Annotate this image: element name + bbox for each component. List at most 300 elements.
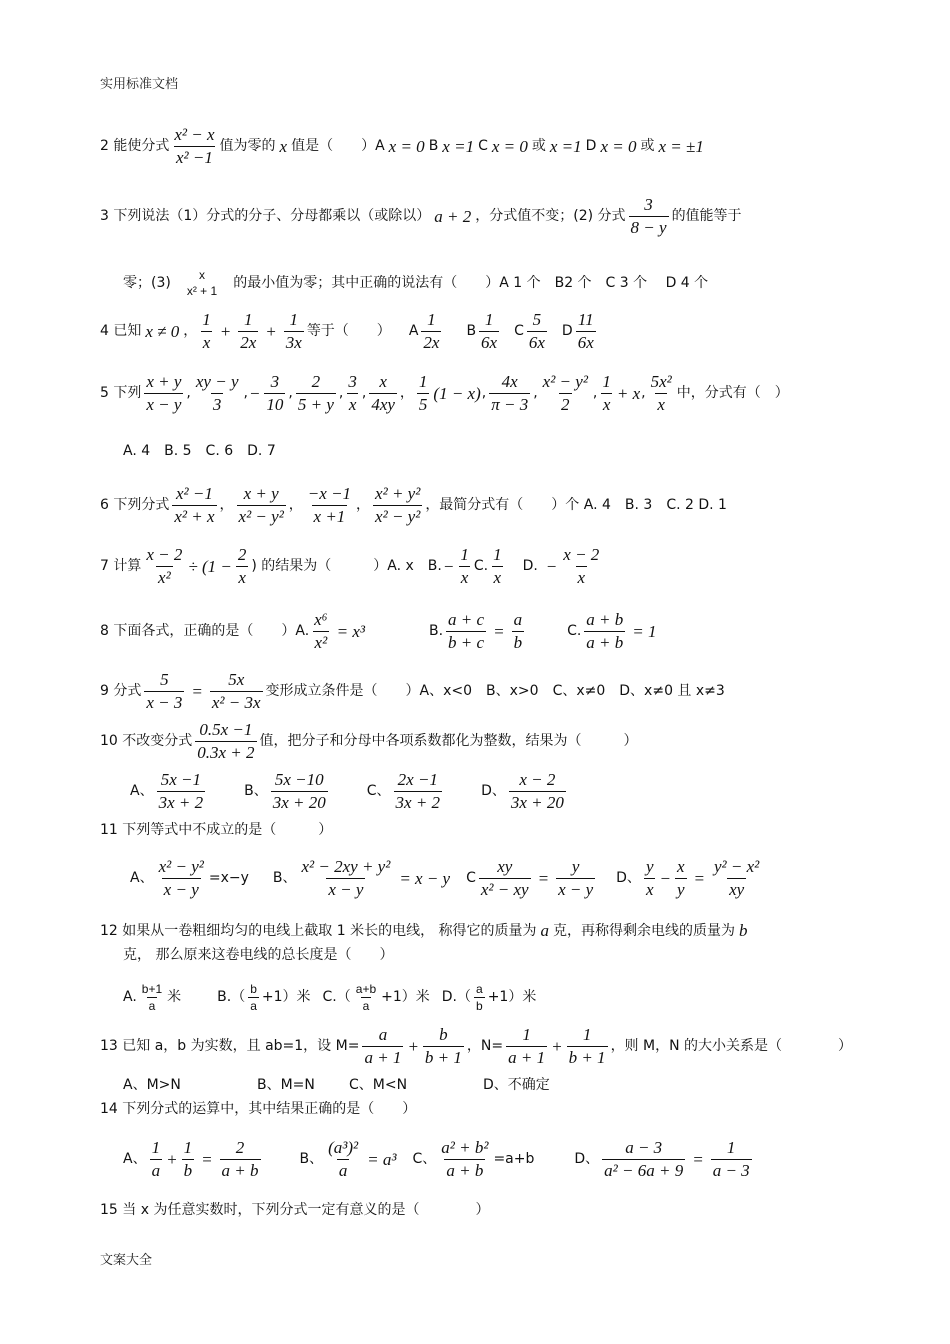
q5-f8-num: 4x: [501, 372, 518, 391]
q4-t3-num: 1: [289, 310, 299, 329]
q15-title: 15 当 x 为任意实数时，下列分式一定有意义的是（ ）: [100, 1202, 490, 1218]
q11-c-eq: =: [537, 868, 550, 888]
q12-d-label: D.（: [441, 989, 471, 1006]
q13-pre: 13 已知 a，b 为实数，且 ab=1，设 M=: [100, 1038, 360, 1055]
q5-f3-num: 3: [270, 372, 280, 391]
question-5: 5 下列 $\frac{x + y}{x - y}$ , $\frac{xy - y}{3}$ , − $\frac{3}{10}$ , $\frac{2}{5 + y}$ , $\frac{3}{x}$ , $\frac{x}{4xy}$ ， $\frac{1}{5}$ (1 − x) , $\frac{4x}{\pi - 3}$ , $\frac{\text{x² − y²}}{2}$ , $\frac{1}{x}$ + x , $\frac{\text{5x²}}{x}$ 中，分式有（ ）: [100, 372, 789, 415]
q6-f3: [306, 484, 353, 528]
q4-b-den: 6x: [481, 333, 498, 353]
q7-b-den: x: [460, 568, 469, 588]
q10-opt-c: [394, 770, 443, 814]
q8-c-den: a + b: [586, 633, 624, 653]
q3-den: 8 − y: [630, 218, 667, 238]
q14-d-num: a − 3: [625, 1138, 663, 1157]
q13-m1-den: a + 1: [364, 1048, 402, 1068]
q12-opt-c: [354, 982, 378, 1014]
q14-d2-num: 1: [726, 1138, 736, 1157]
q14-opt-d: [602, 1138, 685, 1182]
q2-opt-c: x = 0: [491, 136, 528, 156]
q11-d1-num: y: [645, 857, 654, 876]
q8-a-den: x²: [314, 633, 328, 653]
q13-opt-c: C、M<N: [349, 1077, 408, 1093]
q8-b2-num: a: [513, 610, 523, 629]
q14-a2-den: b: [183, 1161, 193, 1181]
q14-a-plus: +: [166, 1149, 178, 1169]
q13-m2: [423, 1025, 464, 1069]
question-12-options: [123, 982, 890, 1014]
q5-post: 中，分式有（ ）: [676, 385, 789, 402]
q10-a-label: A、: [130, 783, 154, 800]
q2-num: x² − x: [174, 125, 215, 144]
q8-a-eq: = x³: [336, 621, 365, 641]
q10-a-num: 5x −1: [160, 770, 201, 789]
q7-f2-den: x: [238, 568, 246, 588]
q12-b-var: b: [739, 921, 748, 940]
question-13: [100, 1025, 890, 1069]
q5-f7-paren: (1 − x): [433, 383, 481, 403]
q5-f11-num: 5x²: [650, 372, 672, 391]
q12-l1b: 克，再称得剩余电线的质量为: [553, 922, 736, 939]
q7-div: ÷ (1 −: [188, 556, 232, 576]
q8-b-label: B.: [428, 623, 444, 640]
q14-d-label: D、: [574, 1151, 600, 1168]
q13-post: ，则 M，N 的大小关系是（ ）: [610, 1038, 853, 1055]
q13-n2-den: b + 1: [568, 1048, 606, 1068]
q8-opt-b: [446, 610, 486, 654]
question-3-line-2: [123, 268, 890, 299]
q3-l1-pre: 3 下列说法（1）分式的分子、分母都乘以（或除以）: [100, 208, 431, 225]
q12-d-den: b: [476, 999, 483, 1014]
q4-c-num: 5: [532, 310, 542, 329]
q12-l1: 12 如果从一卷粗细均匀的电线上截取 1 米长的电线， 称得它的质量为: [100, 922, 537, 939]
q2-opt-c2: x =1: [549, 136, 582, 156]
q13-opt-a: A、M>N: [123, 1077, 181, 1093]
q5-f7: [417, 372, 430, 416]
q11-a-post: =x−y: [208, 870, 249, 887]
q8-b-eq: =: [493, 621, 505, 641]
q11-b-den: x − y: [328, 880, 364, 900]
question-10: [100, 720, 890, 764]
q13-n1-num: 1: [522, 1025, 531, 1044]
q10-fraction: [195, 720, 256, 764]
q14-a-3: [220, 1138, 261, 1182]
question-6: 6 下列分式 $\frac{\text{x² −1}}{\text{x² + x}}$ ， $\frac{x + y}{\text{x² − y²}}$ ， $\frac{-x -1}{x +1}$ ， $\frac{\text{x² + y²}}{\text{x² − y²}}$ ，最简分式有（ ）个 A. 4 B. 3 C. 2 D. 1: [100, 484, 727, 527]
q14-d2-den: a − 3: [712, 1161, 750, 1181]
q10-c-den: 3x + 2: [395, 793, 441, 813]
q8-c-eq: = 1: [632, 621, 657, 641]
q11-opt-c-rhs: [556, 857, 595, 901]
q6-f2: [237, 484, 286, 528]
q7-b-num: 1: [460, 545, 469, 564]
q4-t1-num: 1: [202, 310, 211, 329]
q4-b-label: B: [466, 323, 477, 340]
q14-c-label: C、: [412, 1151, 437, 1168]
q14-c-den: a + b: [446, 1161, 484, 1181]
q2-mid: 值为零的: [219, 138, 276, 155]
q5-f1: [144, 372, 183, 416]
q10-b-den: 3x + 20: [272, 793, 326, 813]
q8-c-num: a + b: [586, 610, 624, 629]
q14-opt-d-rhs: [711, 1138, 752, 1182]
q4-a-num: 1: [427, 310, 436, 329]
q10-d-num: x − 2: [519, 770, 556, 789]
q4-term-2: [238, 310, 258, 354]
q10-opt-d: [509, 770, 566, 814]
q10-c-label: C、: [366, 783, 391, 800]
q7-opt-c: [491, 545, 504, 589]
q3-l2-pre: 零；(3): [123, 274, 171, 291]
q5-f4-num: 2: [311, 372, 321, 391]
question-3-line-1: [100, 195, 890, 239]
q7-pre: 7 计算: [100, 558, 142, 575]
q11-d-minus: −: [659, 868, 671, 888]
q4-d-num: 11: [577, 310, 594, 329]
q2-mid2: 值是（ ）A: [291, 138, 385, 155]
q13-plus-1: +: [407, 1036, 419, 1056]
q13-n2-num: 1: [582, 1025, 592, 1044]
q10-num: 0.5x −1: [199, 720, 253, 739]
q2-c-label: C: [478, 138, 488, 155]
q5-f9-den: 2: [561, 395, 570, 415]
q14-a2-num: 1: [183, 1138, 193, 1157]
q11-d2-num: x: [676, 857, 685, 876]
question-8: [100, 610, 890, 654]
q7-b-neg: −: [442, 556, 455, 576]
q2-opt-b: x =1: [442, 136, 475, 156]
q11-b-post: = x − y: [399, 868, 451, 888]
q4-a-label: A: [408, 323, 419, 340]
q14-b-eq: = a³: [367, 1149, 397, 1169]
q7-opt-d: [561, 545, 601, 589]
q11-title: 11 下列等式中不成立的是（ ）: [100, 822, 333, 838]
q12-d-unit: +1）米: [487, 989, 537, 1006]
q14-opt-b: [326, 1138, 360, 1182]
q4-pre: 4 已知: [100, 323, 142, 340]
q3-fraction: [629, 195, 669, 239]
q9-post: 变形成立条件是（ ）A、x<0 B、x>0 C、x≠0 D、x≠0 且 x≠3: [265, 683, 725, 700]
q4-sep: ，: [183, 323, 198, 340]
question-5-options: [123, 443, 890, 460]
q13-n2: [567, 1025, 608, 1069]
q14-a1-den: a: [151, 1161, 161, 1181]
q4-opt-a: [421, 310, 441, 354]
q11-c2-num: y: [571, 857, 580, 876]
q12-a-label: A.: [123, 989, 137, 1006]
q14-a-2: [182, 1138, 195, 1182]
q11-c-num: xy: [497, 857, 513, 876]
q3-l2-post: 的最小值为零；其中正确的说法有（ ）A 1 个 B2 个 C 3 个 D 4 个: [233, 274, 709, 291]
q2-prefix: 2 能使分式: [100, 138, 170, 155]
q4-opt-d: [576, 310, 596, 354]
q5-f10-plus: + x: [616, 383, 641, 403]
q4-opt-c: [527, 310, 547, 354]
q5-f2: [194, 372, 241, 416]
q6-f3-num: −x −1: [307, 484, 352, 503]
q13-n1-den: a + 1: [508, 1048, 546, 1068]
q10-d-den: 3x + 20: [510, 793, 564, 813]
q5-f10: [600, 372, 613, 416]
q11-d2-den: y: [676, 880, 685, 900]
q6-pre: 6 下列分式: [100, 497, 170, 514]
q4-t1-den: x: [202, 333, 211, 353]
q7-d-neg: −: [545, 556, 558, 576]
q6-f2-den: x² − y²: [238, 507, 284, 527]
q5-f5-den: x: [348, 395, 357, 415]
q13-m2-num: b: [439, 1025, 448, 1044]
q4-d-label: D: [561, 323, 573, 340]
q8-opt-c: [584, 610, 625, 654]
q14-opt-c: [439, 1138, 490, 1182]
question-7: [100, 545, 890, 589]
question-11: [100, 822, 890, 839]
q14-a-label: A、: [123, 1151, 147, 1168]
q10-opt-a: [157, 770, 206, 814]
q11-c-label: C: [466, 870, 476, 887]
q2-den: x² −1: [176, 148, 213, 168]
q10-c-num: 2x −1: [397, 770, 438, 789]
q11-opt-b: [299, 857, 392, 901]
q11-d3-num: y² − x²: [714, 857, 760, 876]
q11-opt-d-1: [644, 857, 656, 901]
q3-l1-mid: ，分式值不变；(2) 分式: [475, 208, 626, 225]
q14-d-den: a² − 6a + 9: [604, 1161, 684, 1181]
q5-f4: [296, 372, 336, 416]
q10-post: 值，把分子和分母中各项系数都化为整数，结果为（ ）: [259, 733, 638, 750]
q14-b-num: (a³)²: [328, 1138, 359, 1157]
q4-b-num: 1: [484, 310, 494, 329]
q11-c-den: x² − xy: [480, 880, 529, 900]
q7-f1-num: x − 2: [146, 545, 183, 564]
q10-den: 0.3x + 2: [197, 743, 255, 763]
question-14: [100, 1101, 890, 1118]
q9-f2-den: x² − 3x: [211, 693, 261, 713]
page-header: 实用标准文档: [100, 77, 179, 92]
q2-opt-d2: x = ±1: [658, 136, 704, 156]
q6-f2-num: x + y: [243, 484, 279, 503]
question-11-options: [130, 857, 890, 901]
q5-f7-num: 1: [418, 372, 428, 391]
q2-d-or: 或: [640, 138, 655, 155]
question-10-options: [130, 770, 890, 814]
q6-post: ，最简分式有（ ）个 A. 4 B. 3 C. 2 D. 1: [425, 497, 727, 514]
q5-f1-den: x − y: [146, 395, 182, 415]
q4-plus-2: +: [265, 321, 277, 341]
q11-opt-c: [479, 857, 531, 901]
q12-opt-b: [248, 982, 259, 1014]
q5-f6: [369, 372, 397, 416]
q7-c-den: x: [493, 568, 502, 588]
q5-f5: [346, 372, 359, 416]
page-footer: 文案大全: [100, 1253, 153, 1268]
q2-d-label: D: [585, 138, 597, 155]
q7-post: ) 的结果为（ ）A. x B.: [251, 558, 442, 575]
q7-c-label: C.: [473, 558, 489, 575]
q2-b-label: B: [428, 138, 439, 155]
question-12-line-1: [100, 921, 890, 941]
q13-plus-2: +: [551, 1036, 563, 1056]
q11-b-label: B、: [272, 870, 297, 887]
q6-f4-den: x² − y²: [375, 507, 421, 527]
q11-d-label: D、: [616, 870, 641, 887]
q6-f3-den: x +1: [313, 507, 346, 527]
q12-b-unit: +1）米: [261, 989, 311, 1006]
q8-b2-den: b: [513, 633, 523, 653]
q12-opt-a: [140, 982, 164, 1014]
q9-f1: [144, 670, 184, 714]
question-13-options: [123, 1077, 890, 1094]
q3-l1-post: 的值能等于: [671, 208, 742, 225]
q12-d-num: a: [476, 982, 483, 996]
q5-f10-num: 1: [602, 372, 611, 391]
q6-f4-num: x² + y²: [375, 484, 421, 503]
q7-d-den: x: [577, 568, 586, 588]
q13-n-label: ，N=: [466, 1038, 504, 1055]
q11-d-eq: =: [693, 868, 705, 888]
q9-f2-num: 5x: [228, 670, 245, 689]
q10-pre: 10 不改变分式: [100, 733, 193, 750]
q14-a1-num: 1: [151, 1138, 161, 1157]
q2-opt-a: x = 0: [388, 136, 425, 156]
q10-opt-b: [271, 770, 328, 814]
question-15: [100, 1202, 890, 1219]
q11-b-num: x² − 2xy + y²: [301, 857, 391, 876]
q11-a-label: A、: [130, 870, 154, 887]
q11-opt-d-3: [712, 857, 761, 901]
q4-term-3: [284, 310, 304, 354]
q5-f4-den: 5 + y: [297, 395, 334, 415]
q8-opt-b-rhs: [512, 610, 525, 654]
q7-c-num: 1: [493, 545, 502, 564]
q7-f1-den: x²: [158, 568, 171, 588]
q13-m2-den: b + 1: [424, 1048, 462, 1068]
q4-plus-1: +: [219, 321, 232, 341]
q5-neg: −: [248, 383, 261, 403]
q5-f3: [264, 372, 285, 416]
q14-c-num: a² + b²: [441, 1138, 489, 1157]
q3-a2: a + 2: [434, 206, 472, 226]
q5-f2-num: xy − y: [195, 372, 239, 391]
q11-a-den: x − y: [163, 880, 199, 900]
q5-f2-den: 3: [212, 395, 222, 415]
q2-var: x: [279, 136, 288, 156]
q14-a-1: [150, 1138, 163, 1182]
q12-l2: 克， 那么原来这卷电线的总长度是（ ）: [123, 947, 394, 963]
q14-a-eq: =: [201, 1149, 213, 1169]
q4-t3-den: 3x: [285, 333, 302, 353]
q11-c2-den: x − y: [558, 880, 594, 900]
q8-b-num: a + c: [448, 610, 485, 629]
q4-opt-b: [479, 310, 499, 354]
q11-d3-den: xy: [729, 880, 745, 900]
q5-f10-den: x: [602, 395, 611, 415]
q12-a-den: a: [148, 999, 156, 1014]
q12-c-den: a: [362, 999, 370, 1014]
q10-a-den: 3x + 2: [158, 793, 204, 813]
q6-f1-num: x² −1: [176, 484, 213, 503]
q5-f1-num: x + y: [146, 372, 182, 391]
q4-term-1: [200, 310, 213, 354]
q8-a-num: x⁶: [314, 610, 328, 629]
q12-opt-d: [474, 982, 485, 1014]
q12-c-unit: +1）米: [381, 989, 430, 1006]
q12-b-num: b: [250, 982, 257, 996]
q9-f1-num: 5: [160, 670, 169, 689]
q14-b-den: a: [338, 1161, 348, 1181]
q5-pre: 5 下列: [100, 385, 142, 402]
q11-opt-d-2: [675, 857, 687, 901]
q5-f11-den: x: [657, 395, 665, 415]
question-2: [100, 125, 890, 169]
q13-m1-num: a: [378, 1025, 388, 1044]
q9-pre: 9 分式: [100, 683, 142, 700]
q9-f1-den: x − 3: [146, 693, 183, 713]
q12-b-label: B.（: [217, 989, 246, 1006]
q2-fraction: [172, 125, 216, 169]
q4-cond: x ≠ 0: [145, 321, 180, 341]
q7-opt-b: [458, 545, 471, 589]
q6-f1: [172, 484, 216, 528]
q12-c-label: C.（: [322, 989, 351, 1006]
q7-d-label: D.: [522, 558, 538, 575]
q5-f9: [541, 372, 590, 416]
q4-c-den: 6x: [528, 333, 545, 353]
q9-eq: =: [191, 681, 203, 701]
q14-a3-den: a + b: [221, 1161, 259, 1181]
q12-c-num: a+b: [355, 982, 377, 996]
q5-f7-den: 5: [418, 395, 428, 415]
q9-f2: [210, 670, 263, 714]
q13-opt-b: B、M=N: [257, 1077, 315, 1093]
q2-opt-d: x = 0: [600, 136, 637, 156]
q11-opt-a: [157, 857, 206, 901]
question-12-line-2: [123, 947, 890, 964]
q5-f11: [649, 372, 674, 416]
q3-den2: x² + 1: [186, 284, 218, 299]
q4-mid: 等于（ ）: [306, 323, 391, 340]
q14-a3-num: 2: [235, 1138, 245, 1157]
q13-m1: [362, 1025, 403, 1069]
q5-f8-den: π − 3: [491, 395, 529, 415]
q7-f2: [236, 545, 249, 589]
question-14-options: [123, 1138, 890, 1182]
q11-a-num: x² − y²: [158, 857, 204, 876]
q12-a-num: b+1: [141, 982, 163, 996]
q4-t2-den: 2x: [240, 333, 257, 353]
q14-b-label: B、: [299, 1151, 324, 1168]
q7-f1: [144, 545, 184, 589]
q3-num2: x: [199, 268, 206, 282]
q14-c-post: =a+b: [493, 1151, 535, 1168]
q10-b-label: B、: [244, 783, 268, 800]
q6-f1-den: x² + x: [174, 507, 215, 527]
q7-f2-num: 2: [237, 545, 247, 564]
q3-fraction-2: [185, 268, 219, 299]
q6-f4: [373, 484, 422, 528]
q8-opt-a: [312, 610, 329, 654]
q12-a-var: a: [540, 921, 550, 940]
q4-d-den: 6x: [577, 333, 594, 353]
q4-a-den: 2x: [423, 333, 440, 353]
q4-t2-num: 1: [244, 310, 253, 329]
q11-d1-den: x: [645, 880, 654, 900]
q8-b-den: b + c: [448, 633, 485, 653]
q10-d-label: D、: [481, 783, 506, 800]
q14-d-eq: =: [692, 1149, 704, 1169]
q7-d-num: x − 2: [563, 545, 600, 564]
q8-c-label: C.: [567, 623, 582, 640]
q12-a-unit: 米: [167, 989, 182, 1006]
q5-f5-num: 3: [348, 372, 357, 391]
